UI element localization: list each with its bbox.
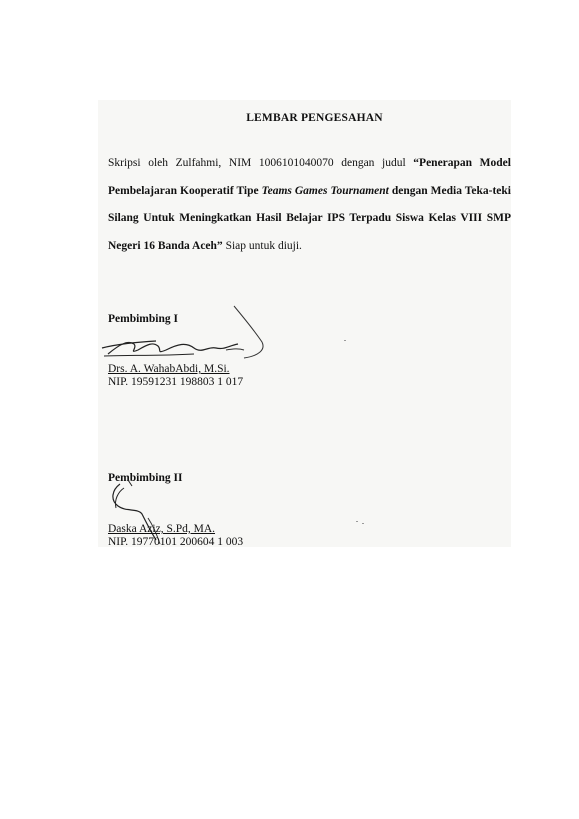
supervisor-2-role: Pembimbing II <box>108 472 183 484</box>
paragraph-outro: Siap untuk diuji. <box>222 239 302 252</box>
scan-speck <box>356 521 358 522</box>
supervisor-1-name: Drs. A. WahabAbdi, M.Si. <box>108 363 230 375</box>
supervisor-1-role: Pembimbing I <box>108 313 178 325</box>
supervisor-1-nip: NIP. 19591231 198803 1 017 <box>108 376 244 388</box>
document-title <box>0 112 579 124</box>
approval-paragraph <box>108 150 511 260</box>
thesis-title-part-2: dengan Media Teka-teki Silang Untuk Meningkatkan Hasil Belajar IPS Terpadu Siswa Kelas VIII SMP Negeri 16 Banda Aceh” <box>108 184 511 252</box>
supervisor-2-nip: NIP. 19770101 200604 1 003 <box>108 536 244 548</box>
supervisor-2-name: Daska Aziz, S.Pd, MA. <box>108 523 216 535</box>
document-title-text: LEMBAR PENGESAHAN <box>246 112 383 124</box>
thesis-title-italic: Teams Games Tournament <box>261 184 389 197</box>
thesis-title-part-1: “Penerapan Model Pembelajaran Kooperatif Tipe <box>108 157 511 197</box>
scan-speck <box>344 340 346 341</box>
scan-speck <box>362 523 364 524</box>
paragraph-intro: Skripsi oleh Zulfahmi, NIM 1006101040070 dengan judul <box>108 157 414 169</box>
